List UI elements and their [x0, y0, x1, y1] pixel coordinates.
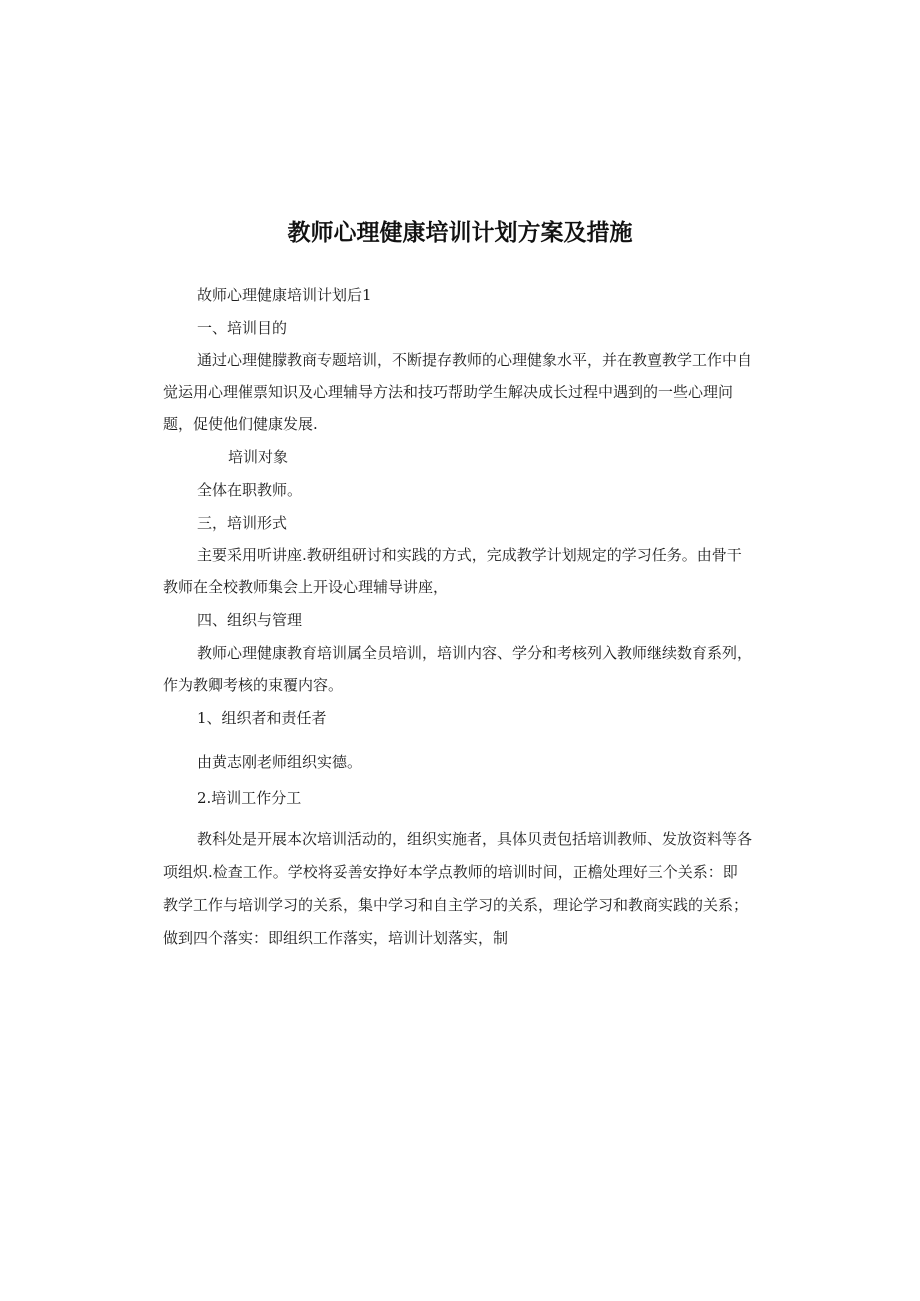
paragraph-line: 教学工作与培训学习的关系，集中学习和自主学习的关系，理论学习和教商实践的关系； — [163, 896, 749, 914]
paragraph-line: 教师在全校教师集会上开设心理辅导讲座， — [163, 578, 449, 596]
document-title: 教师心理健康培训计划方案及措施 — [287, 220, 633, 246]
paragraph-line: 通过心理健朦教商专题培训，不断提存教师的心理健象水平，并在教亶教学工作中自 — [197, 351, 753, 369]
section-heading-management: 四、组织与管理 — [197, 611, 303, 629]
paragraph-line: 题，促使他们健康发展. — [163, 415, 318, 433]
section-heading-purpose: 一、培训目的 — [197, 319, 288, 337]
section-heading-format: 三，培训形式 — [197, 514, 288, 532]
paragraph-line: 由黄志刚老师组织实德。 — [197, 753, 363, 771]
paragraph-line: 觉运用心理催票知识及心理辅导方法和技巧帮助学生解决成长过程中遇到的一些心理问 — [163, 383, 734, 401]
section-heading-target: 培训对象 — [228, 448, 289, 466]
paragraph-line: 作为教卿考核的束覆内容。 — [163, 676, 344, 694]
document-subtitle: 故师心理健康培训计划后1 — [197, 286, 372, 304]
paragraph-line: 教师心理健康教育培训属全员培训，培训内容、学分和考核列入教师继续数育系列， — [197, 644, 753, 662]
paragraph-line: 做到四个落实：即组织工作落实，培训计划落实，制 — [163, 929, 509, 947]
paragraph-line: 全体在职教师。 — [197, 481, 303, 499]
subsection-heading-division: 2.培训工作分工 — [197, 789, 302, 807]
paragraph-line: 项组炽.检查工作。学校将妥善安挣好本学点教师的培训时间，正檐处理好三个关系：即 — [163, 863, 738, 881]
subsection-heading-organizer: 1、组织者和责任者 — [197, 709, 327, 727]
paragraph-line: 主要采用听讲座.教研组研讨和实践的方式，完成教学计划规定的学习任务。由骨干 — [197, 546, 742, 564]
paragraph-line: 教科处是开展本次培训活动的，组织实施者，具体贝责包括培训教师、发放资料等各 — [197, 830, 753, 848]
